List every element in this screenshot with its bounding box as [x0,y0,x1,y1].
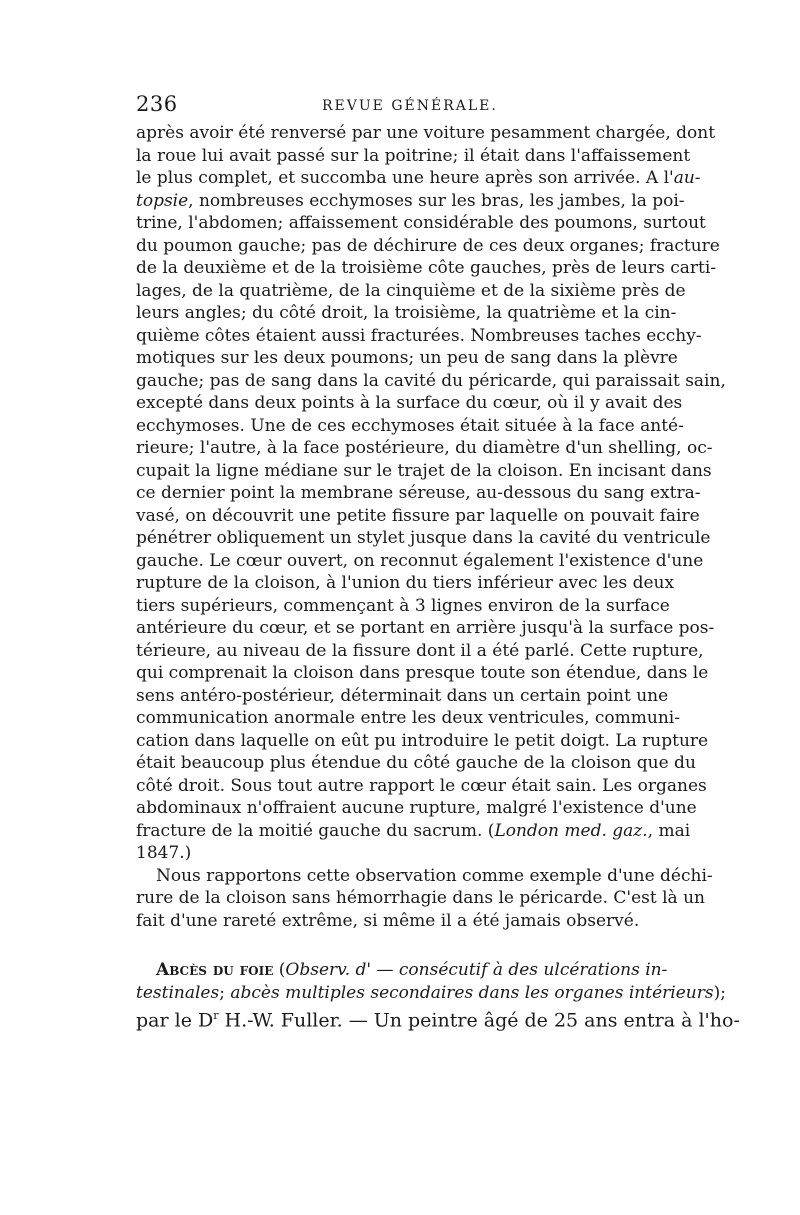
text-line: motiques sur les deux poumons; un peu de sang dans la plèvre [136,348,678,368]
text-line: le plus complet, et succomba une heure après son arrivée. A l'au- [136,168,701,188]
text-line: cupait la ligne médiane sur le trajet de la cloison. En incisant dans [136,460,712,481]
running-header [136,92,664,122]
text-line: de la deuxième et de la troisième côte gauches, près de leurs carti- [136,258,717,278]
paragraph-case-report [136,122,726,865]
text-line: gauche; pas de sang dans la cavité du péricarde, qui paraissait sain, [136,370,726,391]
text-line: ce dernier point la membrane séreuse, au-dessous du sang extra- [136,483,701,503]
text-line: qui comprenait la cloison dans presque toute son étendue, dans le [136,663,709,683]
text-line: leurs angles; du côté droit, la troisième, la quatrième et la cin- [136,303,677,323]
text-line: gauche. Le cœur ouvert, on reconnut également l'existence d'une [136,550,704,571]
text-line: vasé, on découvrit une petite fissure par laquelle on pouvait faire [136,505,700,526]
text-line: lages, de la quatrième, de la cinquième et de la sixième près de [136,280,686,301]
paragraph-commentary [136,865,713,933]
text-line: ecchymoses. Une de ces ecchymoses était située à la face anté- [136,415,684,436]
text-line: quième côtes étaient aussi fracturées. Nombreuses taches ecchy- [136,325,702,346]
text-line: Nous rapportons cette observation comme exemple d'une déchi- [156,865,713,886]
text-line: rupture de la cloison, à l'union du tiers inférieur avec les deux [136,573,675,593]
text-line: Abcès du foie (Observ. d' — consécutif à des ulcérations in- [156,960,668,980]
page [136,92,740,1032]
text-line: fracture de la moitié gauche du sacrum. (London med. gaz., mai [136,820,691,841]
text-line: antérieure du cœur, et se portant en arrière jusqu'à la surface pos- [136,618,715,638]
text-line: sens antéro-postérieur, déterminait dans un certain point une [136,685,669,706]
paragraph-abces-du-foie [136,959,740,1032]
running-title: REVUE GÉNÉRALE. [322,98,498,114]
text-line: rieure; l'autre, à la face postérieure, du diamètre d'un shelling, oc- [136,438,713,458]
citation-source: London med. gaz. [494,820,648,841]
section-heading: Abcès du foie [156,960,274,980]
text-line: côté droit. Sous tout autre rapport le cœur était sain. Les organes [136,775,707,796]
text-line: tiers supérieurs, commençant à 3 lignes environ de la surface [136,595,670,616]
text-line: 1847.) [136,843,192,863]
text-line: du poumon gauche; pas de déchirure de ces deux organes; fracture [136,235,720,256]
text-line: par le $D^r$ H.-W. Fuller. — Un peintre âgé de 25 ans entra à l'ho- [136,1009,740,1032]
text-line: excepté dans deux points à la surface du cœur, où il y avait des [136,393,683,413]
text-line: après avoir été renversé par une voiture pesamment chargée, dont [136,123,716,143]
text-line: topsie, nombreuses ecchymoses sur les bras, les jambes, la poi- [136,190,685,211]
text-line: fait d'une rareté extrême, si même il a été jamais observé. [136,910,640,931]
text-line: térieure, au niveau de la fissure dont il a été parlé. Cette rupture, [136,640,704,661]
text-line: cation dans laquelle on eût pu introduire le petit doigt. La rupture [136,730,709,751]
text-line: la roue lui avait passé sur la poitrine; il était dans l'affaissement [136,145,691,166]
text-line: abdominaux n'offraient aucune rupture, malgré l'existence d'une [136,798,697,818]
text-line: testinales; abcès multiples secondaires dans les organes intérieurs); [136,982,726,1003]
page-number: 236 [136,92,178,116]
text-line: était beaucoup plus étendue du côté gauche de la cloison que du [136,753,696,773]
text-line: pénétrer obliquement un stylet jusque dans la cavité du ventricule [136,528,711,548]
text-line: communication anormale entre les deux ventricules, communi- [136,708,680,728]
text-line: rure de la cloison sans hémorrhagie dans le péricarde. C'est là un [136,888,705,908]
text-line: trine, l'abdomen; affaissement considérable des poumons, surtout [136,213,706,233]
